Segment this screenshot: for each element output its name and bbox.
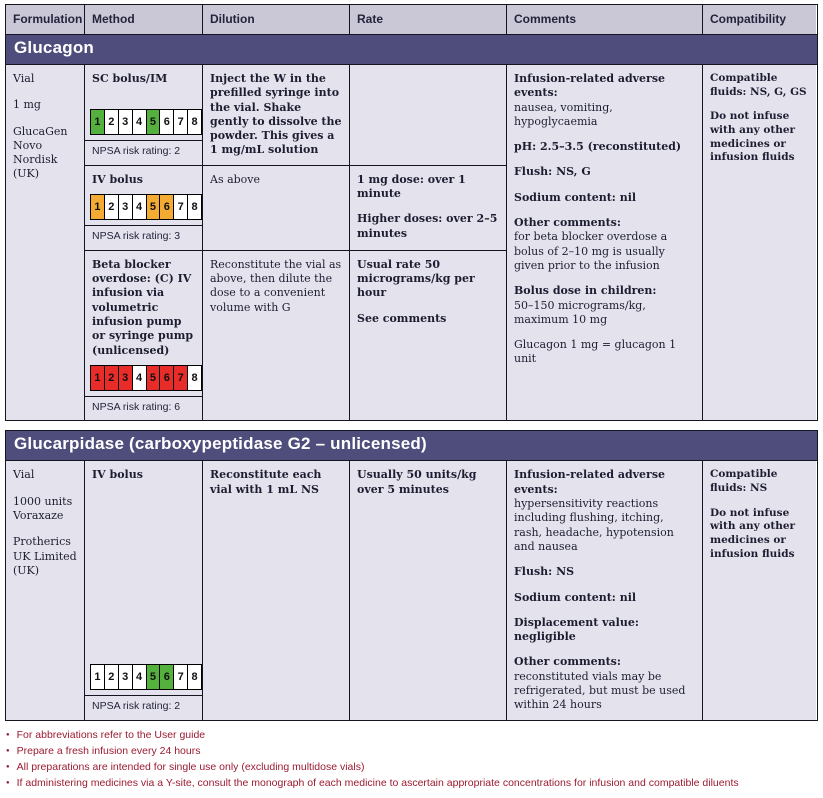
dilution-paragraph: [210, 72, 342, 158]
formulation-line: GlucaGen Novo Nordisk (UK): [13, 124, 68, 181]
risk-box-2: 2: [104, 194, 119, 220]
npsa-risk-scale: [85, 194, 202, 225]
compatibility-paragraph: [710, 72, 809, 99]
bullet-icon: ●: [6, 763, 10, 770]
formulation-line: Protherics UK Limited (UK): [13, 535, 77, 577]
npsa-risk-scale: [85, 109, 202, 140]
comments-paragraph: [514, 565, 695, 579]
risk-box-8: 8: [187, 109, 202, 135]
risk-box-5: 5: [146, 109, 161, 135]
comments-text: reconstituted vials may be refrigerated, but must be used within 24 hours: [514, 669, 686, 712]
comments-label: Bolus dose in children:: [514, 284, 657, 298]
dilution-label: Inject the W in the prefilled syringe into the vial. Shake gently to dissolve the powder. This gives a 1 mg/mL solution: [210, 72, 342, 157]
formulation-cell: [6, 461, 85, 719]
compatibility-cell: [703, 461, 816, 719]
comments-label: Flush: NS: [514, 565, 575, 579]
risk-box-6: 6: [159, 365, 174, 391]
section-title: Glucagon: [6, 35, 817, 65]
column-header-compatibility: Compatibility: [703, 5, 816, 34]
dilution-cell: [203, 65, 350, 166]
rate-paragraph: [357, 312, 499, 326]
formulation-line: Vial: [13, 72, 35, 85]
dilution-paragraph: [210, 468, 342, 497]
comments-cell: [507, 65, 703, 420]
comments-label: Infusion-related adverse events:: [514, 468, 666, 496]
column-header-comments: Comments: [507, 5, 703, 34]
comments-label: Flush: NS, G: [514, 165, 591, 179]
risk-box-2: 2: [104, 664, 119, 690]
risk-box-5: 5: [146, 365, 161, 391]
comments-cell: [507, 461, 703, 719]
risk-box-3: 3: [118, 109, 133, 135]
dilution-cell: [203, 461, 350, 719]
risk-box-7: 7: [173, 109, 188, 135]
column-header-formulation: Formulation: [6, 5, 85, 34]
risk-box-1: 1: [90, 109, 105, 135]
risk-box-3: 3: [118, 664, 133, 690]
risk-box-7: 7: [173, 194, 188, 220]
method-label: Beta blocker overdose: (C) IV infusion via volumetric infusion pump or syringe pump (unlicensed): [92, 257, 194, 357]
section-block: [5, 4, 818, 421]
risk-box-3: 3: [118, 365, 133, 391]
risk-box-1: 1: [90, 664, 105, 690]
method-cell: [85, 65, 203, 166]
dilution-label: Reconstitute each vial with 1 mL NS: [210, 468, 322, 496]
risk-box-4: 4: [132, 664, 147, 690]
column-header-dilution: Dilution: [203, 5, 350, 34]
footer-note-text: All preparations are intended for single use only (excluding multidose vials): [16, 760, 365, 773]
footer-notes: [5, 721, 818, 797]
compatibility-paragraph: [710, 110, 809, 165]
compatibility-label: Do not infuse with any other medicines or infusion fluids: [710, 110, 796, 164]
dilution-text: As above: [210, 172, 261, 186]
dilution-cell: [203, 166, 350, 251]
footer-note-text: If administering medicines via a Y-site, consult the monograph of each medicine to ascertain appropriate concentrations for infusion and compatible diluents: [16, 777, 739, 790]
dilution-cell: [203, 251, 350, 421]
risk-box-8: 8: [187, 664, 202, 690]
method-cell: [85, 166, 203, 251]
bullet-icon: ●: [6, 731, 10, 738]
comments-paragraph: [514, 591, 695, 605]
rate-label: Usual rate 50 micrograms/kg per hour: [357, 257, 475, 300]
compatibility-paragraph: [710, 507, 809, 562]
rate-label: See comments: [357, 311, 447, 325]
npsa-risk-rating: NPSA risk rating: 2: [85, 140, 202, 165]
comments-label: Displacement value: negligible: [514, 615, 639, 644]
risk-box-8: 8: [187, 194, 202, 220]
section-block: [5, 430, 818, 720]
comments-paragraph: [514, 338, 695, 367]
footer-note: [6, 760, 817, 774]
risk-box-6: 6: [159, 664, 174, 690]
dilution-text: Reconstitute the vial as above, then dilute the dose to a convenient volume with G: [210, 257, 342, 314]
comments-paragraph: [514, 616, 695, 645]
column-header-rate: Rate: [350, 5, 507, 34]
npsa-risk-rating: NPSA risk rating: 2: [85, 695, 202, 720]
rate-label: Higher doses: over 2–5 minutes: [357, 212, 498, 240]
risk-box-4: 4: [132, 365, 147, 391]
footer-note-text: For abbreviations refer to the User guide: [16, 728, 206, 741]
footer-note-text: Prepare a fresh infusion every 24 hours: [16, 744, 201, 757]
method-label: IV bolus: [92, 172, 143, 186]
comments-label: pH: 2.5–3.5 (reconstituted): [514, 140, 682, 154]
compatibility-label: Do not infuse with any other medicines or infusion fluids: [710, 506, 796, 560]
risk-box-3: 3: [118, 194, 133, 220]
npsa-risk-rating: NPSA risk rating: 3: [85, 225, 202, 250]
risk-box-2: 2: [104, 109, 119, 135]
footer-note: [6, 728, 817, 742]
risk-box-4: 4: [132, 194, 147, 220]
comments-paragraph: [514, 191, 695, 205]
medicines-table: [5, 4, 818, 721]
comments-label: Other comments:: [514, 655, 621, 669]
comments-label: Sodium content: nil: [514, 190, 637, 204]
method-label: IV bolus: [92, 468, 143, 482]
risk-box-4: 4: [132, 109, 147, 135]
section-body: [6, 65, 817, 420]
risk-box-5: 5: [146, 664, 161, 690]
compatibility-cell: [703, 65, 816, 420]
formulation-line: Vial: [13, 468, 35, 482]
rate-paragraph: [357, 173, 499, 202]
comments-paragraph: [514, 284, 695, 327]
comments-label: Infusion-related adverse events:: [514, 72, 666, 100]
dilution-paragraph: [210, 173, 342, 187]
column-header-method: Method: [85, 5, 203, 34]
risk-box-7: 7: [173, 664, 188, 690]
rate-paragraph: [357, 212, 499, 241]
comments-text: nausea, vomiting, hypoglycaemia: [514, 100, 613, 128]
rate-cell: [350, 65, 507, 166]
compatibility-label: Compatible fluids: NS, G, GS: [710, 72, 807, 98]
footer-note: [6, 776, 817, 790]
comments-text: hypersensitivity reactions including flushing, itching, rash, headache, hypotension and nausea: [514, 497, 674, 553]
comments-paragraph: [514, 165, 695, 179]
compatibility-paragraph: [710, 468, 809, 495]
risk-box-6: 6: [159, 109, 174, 135]
column-header-row: [6, 5, 817, 35]
section-body: [6, 461, 817, 719]
comments-label: Sodium content: nil: [514, 590, 637, 604]
risk-box-8: 8: [187, 365, 202, 391]
comments-paragraph: [514, 655, 695, 712]
rate-cell: [350, 251, 507, 421]
formulation-line: 1 mg: [13, 98, 41, 112]
formulation-cell: [6, 65, 85, 420]
method-cell: [85, 461, 203, 719]
npsa-risk-scale: [85, 365, 202, 396]
comments-paragraph: [514, 72, 695, 129]
comments-paragraph: [514, 468, 695, 554]
comments-text: 50–150 micrograms/kg, maximum 10 mg: [514, 298, 646, 326]
rate-label: 1 mg dose: over 1 minute: [357, 172, 466, 201]
rate-paragraph: [357, 258, 499, 301]
section-title: Glucarpidase (carboxypeptidase G2 – unlicensed): [6, 431, 817, 461]
formulation-line: 1000 units Voraxaze: [13, 494, 73, 523]
comments-text: for beta blocker overdose a bolus of 2–10 mg is usually given prior to the infusion: [514, 230, 668, 272]
comments-paragraph: [514, 140, 695, 154]
comments-label: Other comments:: [514, 216, 621, 230]
method-label: SC bolus/IM: [92, 72, 168, 85]
npsa-risk-scale: [85, 664, 202, 695]
risk-box-6: 6: [159, 194, 174, 220]
rate-cell: [350, 166, 507, 251]
bullet-icon: ●: [6, 780, 10, 787]
rate-label: Usually 50 units/kg over 5 minutes: [357, 468, 477, 496]
comments-text: Glucagon 1 mg = glucagon 1 unit: [514, 338, 677, 366]
method-cell: [85, 251, 203, 421]
npsa-risk-rating: NPSA risk rating: 6: [85, 396, 202, 421]
risk-box-5: 5: [146, 194, 161, 220]
risk-box-1: 1: [90, 194, 105, 220]
footer-note: [6, 744, 817, 758]
rate-paragraph: [357, 468, 499, 497]
rate-cell: [350, 461, 507, 719]
comments-paragraph: [514, 216, 695, 273]
dilution-paragraph: [210, 258, 342, 315]
risk-box-7: 7: [173, 365, 188, 391]
risk-box-1: 1: [90, 365, 105, 391]
risk-box-2: 2: [104, 365, 119, 391]
bullet-icon: ●: [6, 747, 10, 754]
compatibility-label: Compatible fluids: NS: [710, 468, 778, 495]
